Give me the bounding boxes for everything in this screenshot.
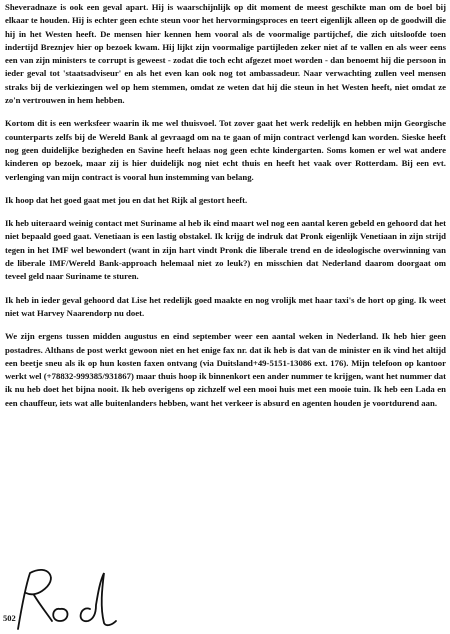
paragraph-greeting: Ik hoop dat het goed gaat met jou en dat het Rijk al gestort heeft. (5, 194, 248, 205)
paragraph-lise: Ik heb in ieder geval gehoord dat Lise het redelijk goed maakte en nog vrolijk met haar taxi's de hort op ging. Ik weet niet wat Harvey Naarendorp nu doet. (5, 294, 446, 318)
paragraph-shevardnadze: Sheveradnaze is ook een geval apart. Hij is waarschijnlijk op dit moment de meest geschikte man om de boel bij elkaar te houden. Hij is echter geen echte steun voor het hervormingsproces en teert eigenlijk alleen op de goodwill die hij in het Westen heeft. De mensen hier kennen hem vooral als de voormalige partijchef, die zich uitsloofde toen indertijd Breznjev hier op bezoek kwam. Hij lijkt zijn voormalige partijleden zeker niet af te vallen en als weer eens een van zijn ministers te corrupt is geweest - zodat die toch echt afgezet moet worden - dan benoemt hij die persoon in ieder geval tot 'staatsadviseur' en als het even kan ook nog tot ambassadeur. Naar verwachting zullen veel mensen straks bij de verkiezingen wel op hem stemmen, omdat ze weten dat hij die steun in het Westen heeft, niet omdat ze zo'n vertrouwen in hem hebben. (5, 2, 446, 106)
handwritten-signature (8, 565, 118, 633)
paragraph-work-atmosphere: Kortom dit is een werksfeer waarin ik me wel thuisvoel. Tot zover gaat het werk redelijk en hebben mijn Georgische counterparts zelfs bij de Wereld Bank al gevraagd om na te gaan of mijn contract verlengd kan worden. Sieske heeft nog geen duidelijke bezigheden en Savine heeft helaas nog geen echte kindergarten. Soms komen er wel wat andere kinderen op bezoek, maar zij is hier duidelijk nog niet echt thuis en heeft het vaak over Rotterdam. Bij een evt. verlenging van mijn contract is vooral hun instemming van belang. (5, 118, 446, 182)
paragraph-suriname: Ik heb uiteraard weinig contact met Suriname al heb ik eind maart wel nog een aantal keren gebeld en gehoord dat het niet bepaald goed gaat. Venetiaan is een lastig obstakel. Ik krijg de indruk dat Pronk eigenlijk Venetiaan in zijn strijd tegen in het IMF wel bewondert (want in zijn hart vindt Pronk die liberale trend en de ideologische overwinning van de liberale IMF/Wereld Bank-approach helemaal niet zo leuk?) en misschien dat Nederland daarom doorgaat om teveel geld naar Suriname te sturen. (5, 218, 446, 282)
page-number: 502 (3, 613, 16, 623)
paragraph-netherlands-visit: We zijn ergens tussen midden augustus en eind september weer een aantal weken in Nederland. Ik heb hier geen postadres. Althans de post werkt gewoon niet en het enige fax nr. dat ik heb is dat van de minister en ik vind het altijd een beetje sneu als ik op hun kosten faxen ontvang (via Duitsland+49-5151-13086 ext. 176). Mijn telefoon op kantoor werkt wel (+78832-999385/931867) maar thuis hoop ik binnenkort een ander nummer te krijgen, want het nummer dat ik nu heb doet het bijna nooit. Ik heb overigens op zichzelf wel een mooi huis met een mooie tuin. Ik heb een Lada en een chauffeur, iets wat alle buitenlanders hebben, want het verkeer is absurd en agenten houden je voortdurend aan. (5, 331, 446, 408)
letter-body (5, 1, 446, 420)
